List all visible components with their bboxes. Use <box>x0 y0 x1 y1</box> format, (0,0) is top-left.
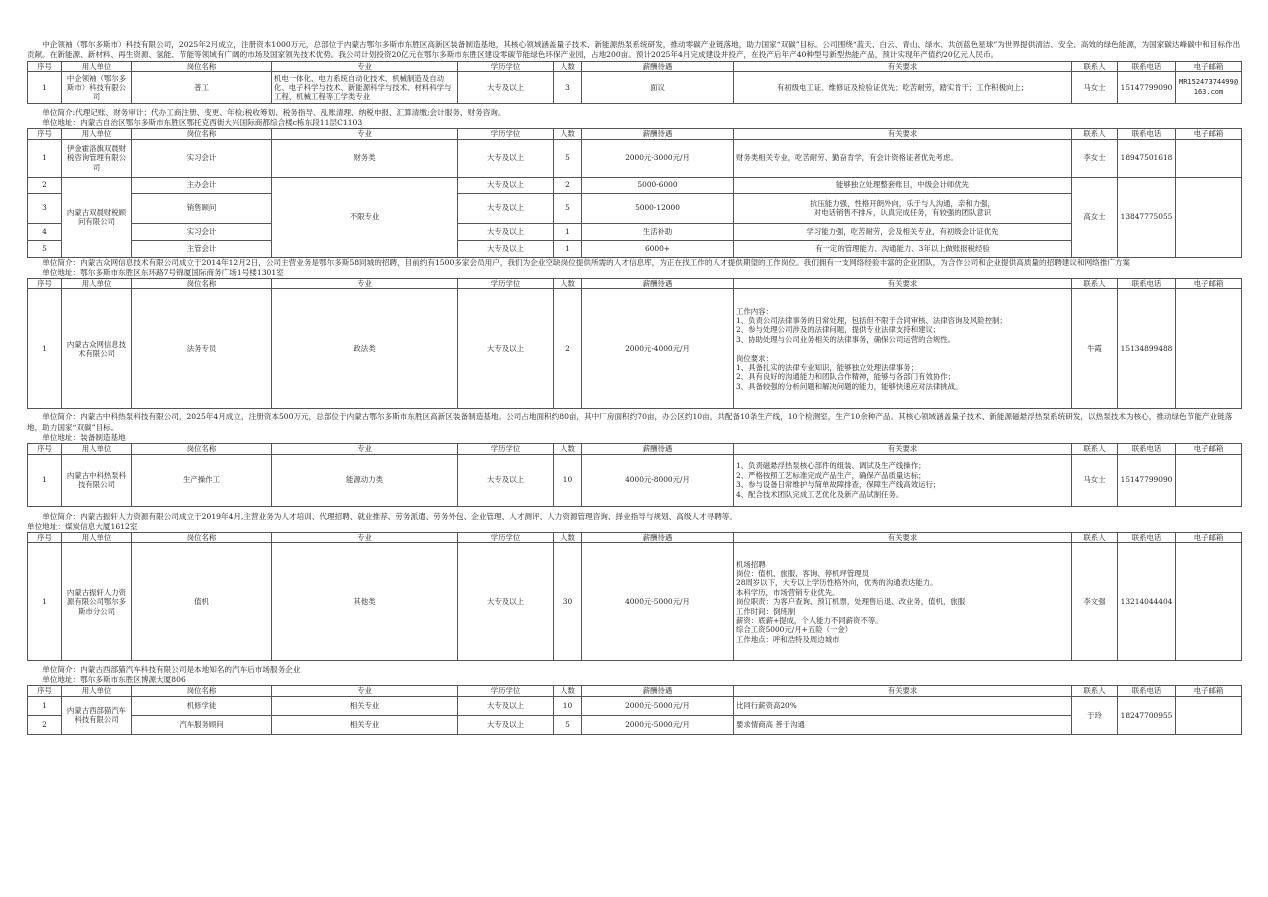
company-intro: 单位简介：内蒙古中科热泵科技有限公司，2025年4月成立，注册资本500万元，总部位于内蒙古鄂尔多斯市东胜区高新区装备制造基地。公司占地面积约80亩，其中厂房面积约70亩，办公区约10亩，共配备10条生产线，10个检测室，生产10余种产品。其核心领域涵盖量子技术、新能源磁悬浮热泵系统研发，以热泵技术为核心，推动绿色节能产业链落地，助力国家“双碳”目标。 <box>27 412 1233 432</box>
header-cell: 用人单位 <box>62 444 132 454</box>
headcount: 5 <box>554 715 582 734</box>
header-cell: 联系人 <box>1072 533 1118 543</box>
job-table <box>27 532 1242 661</box>
post-name: 值机 <box>132 543 272 661</box>
employer: 内蒙古振轩人力资源有限公司鄂尔多斯市分公司 <box>62 543 132 661</box>
header-cell: 有关要求 <box>734 61 1072 71</box>
requirements: 有初级电工证、维修证及检验证优先；吃苦耐劳，踏实肯干；工作积极向上； <box>734 72 1072 104</box>
row-number: 2 <box>28 715 62 734</box>
table-row <box>28 715 1242 734</box>
education: 大专及以上 <box>458 696 554 715</box>
salary: 生活补助 <box>582 223 734 240</box>
headcount: 30 <box>554 543 582 661</box>
table-header <box>28 686 1242 696</box>
headcount: 1 <box>554 240 582 257</box>
row-number: 1 <box>28 454 62 506</box>
header-cell: 有关要求 <box>734 686 1072 696</box>
salary: 2000元-5000元/月 <box>582 696 734 715</box>
header-cell: 联系人 <box>1072 61 1118 71</box>
header-cell: 专业 <box>272 533 458 543</box>
header-cell: 序号 <box>28 533 62 543</box>
header-cell: 有关要求 <box>734 444 1072 454</box>
requirements: 财务类相关专业，吃苦耐劳、勤奋肯学，有会计资格证者优先考虑。 <box>734 139 1072 177</box>
contact-phone: 13847775055 <box>1118 177 1176 257</box>
table-row <box>28 454 1242 506</box>
header-cell: 学历学位 <box>458 686 554 696</box>
requirements: 1、负责磁悬浮热泵核心部件的组装、调试及生产线操作； 2、严格按照工艺标准完成产品生产，确保产品质量达标； 3、参与设备日常维护与简单故障排查，保障生产线高效运行； 4、配合技术团队完成工艺优化及新产品试制任务。 <box>734 454 1072 506</box>
table-row <box>28 240 1242 257</box>
employer: 内蒙古双晨财税顾问有限公司 <box>62 177 132 257</box>
header-cell: 岗位名称 <box>132 686 272 696</box>
table-row <box>28 177 1242 193</box>
major: 相关专业 <box>272 715 458 734</box>
employer: 内蒙古西部猫汽车科技有限公司 <box>62 696 132 734</box>
major: 财务类 <box>272 139 458 177</box>
contact-person: 于玲 <box>1072 696 1118 734</box>
contact-person: 李文强 <box>1072 543 1118 661</box>
education: 大专及以上 <box>458 240 554 257</box>
table-header <box>28 61 1242 71</box>
table-row <box>28 289 1242 409</box>
salary: 2000元-3000元/月 <box>582 139 734 177</box>
education: 大专及以上 <box>458 454 554 506</box>
company-intro: 单位简介：内蒙古振轩人力资源有限公司成立于2019年4月,主营业务为人才培训、代理招聘、就业推荐、劳务派遣、劳务外包、企业管理、人才测评、人力资源管理咨询、择业指导与规划、高级人才寻聘等。 <box>42 511 737 521</box>
post-name: 销售顾问 <box>132 193 272 223</box>
row-number: 2 <box>28 177 62 193</box>
company-intro: 单位简介：内蒙古众网信息技术有限公司成立于2014年12月2日，公司主营业务是鄂尔多斯58同城的招聘，目前约有1500多家会员用户，我们为企业空缺岗位提供所需的人才信息库，为正在找工作的人才提供期望的工作岗位。我们拥有一支网络经验丰富的企业团队，为合作公司和企业提供高质量的招聘建议和网络推广方案 <box>42 257 1131 267</box>
major: 机电一体化、电力系统自动化技术、机械制造及自动化、电子科学与技术、新能源科学与技术、材料科学与工程、机械工程等工学类专业 <box>272 72 458 104</box>
headcount: 2 <box>554 289 582 409</box>
email <box>1176 289 1242 409</box>
table-row <box>28 72 1242 104</box>
row-number: 1 <box>28 289 62 409</box>
headcount: 2 <box>554 177 582 193</box>
job-table <box>27 685 1242 734</box>
header-cell: 学历学位 <box>458 444 554 454</box>
header-cell: 人数 <box>554 61 582 71</box>
major: 能源动力类 <box>272 454 458 506</box>
header-cell: 专业 <box>272 686 458 696</box>
education: 大专及以上 <box>458 289 554 409</box>
salary: 5000-6000 <box>582 177 734 193</box>
company-intro: 单位简介：内蒙古西部猫汽车科技有限公司是本地知名的汽车后市场服务企业 <box>42 665 301 675</box>
education: 大专及以上 <box>458 715 554 734</box>
post-name: 主管会计 <box>132 240 272 257</box>
job-table <box>27 61 1242 104</box>
header-cell: 有关要求 <box>734 279 1072 289</box>
header-cell: 电子邮箱 <box>1176 279 1242 289</box>
row-number: 1 <box>28 139 62 177</box>
email <box>1176 543 1242 661</box>
headcount: 10 <box>554 454 582 506</box>
header-cell: 电子邮箱 <box>1176 686 1242 696</box>
header-cell: 薪酬待遇 <box>582 129 734 139</box>
header-cell: 电子邮箱 <box>1176 129 1242 139</box>
post-name: 生产操作工 <box>132 454 272 506</box>
header-cell: 有关要求 <box>734 533 1072 543</box>
header-cell: 联系电话 <box>1118 686 1176 696</box>
header-cell: 电子邮箱 <box>1176 444 1242 454</box>
post-name: 普工 <box>132 72 272 104</box>
table-row <box>28 543 1242 661</box>
post-name: 主办会计 <box>132 177 272 193</box>
header-cell: 用人单位 <box>62 61 132 71</box>
employer: 内蒙古中科热泵科技有限公司 <box>62 454 132 506</box>
header-cell: 用人单位 <box>62 279 132 289</box>
table-row <box>28 223 1242 240</box>
headcount: 3 <box>554 72 582 104</box>
employer: 中企领袖（鄂尔多斯市）科技有限公司 <box>62 72 132 104</box>
contact-person: 马女士 <box>1072 72 1118 104</box>
header-cell: 学历学位 <box>458 61 554 71</box>
post-name: 汽车服务顾问 <box>132 715 272 734</box>
contact-person: 李女士 <box>1072 139 1118 177</box>
row-number: 1 <box>28 72 62 104</box>
salary: 4000元-5000元/月 <box>582 543 734 661</box>
education: 大专及以上 <box>458 193 554 223</box>
requirements: 有一定的管理能力、沟通能力、3年以上做账报税经验 <box>734 240 1072 257</box>
company-intro: 单位简介:代理记账、财务审计；代办工商注册、变更、年检;税收筹划、税务指导、乱账清理、纳税申报、汇算清缴;会计服务、财务咨询。 <box>42 108 506 118</box>
header-cell: 岗位名称 <box>132 279 272 289</box>
education: 大专及以上 <box>458 139 554 177</box>
email <box>1176 454 1242 506</box>
requirements: 抗压能力强，性格开朗外向，乐于与人沟通，亲和力强， 对电话销售不排斥，认真完成任务，有较强的团队意识 <box>734 193 1072 223</box>
education: 大专及以上 <box>458 72 554 104</box>
header-cell: 学历学位 <box>458 129 554 139</box>
contact-person: 牛霞 <box>1072 289 1118 409</box>
contact-person: 马女士 <box>1072 454 1118 506</box>
contact-phone: 18247700955 <box>1118 696 1176 734</box>
headcount: 5 <box>554 139 582 177</box>
header-cell: 联系人 <box>1072 444 1118 454</box>
major: 其他类 <box>272 543 458 661</box>
table-row <box>28 193 1242 223</box>
header-cell: 序号 <box>28 279 62 289</box>
contact-phone: 15147799090 <box>1118 454 1176 506</box>
salary: 面议 <box>582 72 734 104</box>
row-number: 4 <box>28 223 62 240</box>
header-cell: 联系人 <box>1072 129 1118 139</box>
header-cell: 岗位名称 <box>132 533 272 543</box>
headcount: 1 <box>554 223 582 240</box>
header-cell: 人数 <box>554 444 582 454</box>
salary: 6000+ <box>582 240 734 257</box>
header-cell: 电子邮箱 <box>1176 533 1242 543</box>
job-listing-page <box>27 40 1241 735</box>
headcount: 5 <box>554 193 582 223</box>
employer: 伊金霍洛旗双晨财税咨询管理有限公司 <box>62 139 132 177</box>
salary: 2000元-5000元/月 <box>582 715 734 734</box>
header-cell: 人数 <box>554 533 582 543</box>
header-cell: 薪酬待遇 <box>582 533 734 543</box>
header-cell: 联系电话 <box>1118 533 1176 543</box>
job-table <box>27 278 1242 409</box>
requirements: 工作内容： 1、负责公司法律事务的日常处理，包括但不限于合同审核、法律咨询及风险控制； 2、参与处理公司涉及的法律问题，提供专业法律支持和建议； 3、协助处理与公司业务相关的法律事务，确保公司运营的合规性。 岗位要求： 1、具备扎实的法律专业知识，能够独立处理法律事务； 2、具有良好的沟通能力和团队合作精神，能够与各部门有效协作； 3、具备较强的分析问题和解决问题的能力，能够快速应对法律挑战。 <box>734 289 1072 409</box>
post-name: 机修学徒 <box>132 696 272 715</box>
header-cell: 岗位名称 <box>132 444 272 454</box>
table-header <box>28 279 1242 289</box>
requirements: 机场招聘 岗位：值机、旅服、客询、停机坪管理员 28周岁以下，大专以上学历性格外向，优秀的沟通表达能力。 本科学历，市场营销专业优先。 岗位职责：为客户查询、预订机票，处理售后退、改业务，值机，旅服 工作时间：倒班制 薪资：底薪+提成，个人能力不同薪资不等。 综合工资5000元/月+五险（一金） 工作地点：呼和浩特及周边城市 <box>734 543 1072 661</box>
job-table <box>27 128 1242 257</box>
email <box>1176 696 1242 734</box>
company-address: 单位地址：内蒙古自治区鄂尔多斯市东胜区鄂托克西街大兴国际商都综合楼c栋东段11层C1103 <box>42 118 363 128</box>
company-address: 单位地址：装备制造基地 <box>42 433 126 443</box>
contact-phone: 13214044404 <box>1118 543 1176 661</box>
salary: 2000元-4000元/月 <box>582 289 734 409</box>
header-cell: 专业 <box>272 279 458 289</box>
headcount: 10 <box>554 696 582 715</box>
header-cell: 岗位名称 <box>132 61 272 71</box>
company-intro: 中企领袖（鄂尔多斯市）科技有限公司，2025年2月成立，注册资本1000万元，总部位于内蒙古鄂尔多斯市东胜区高新区装备制造基地，其核心领域涵盖量子技术、新能源热泵系统研发，推动零碳产业链落地，助力国家“双碳”目标。公司围绕“蓝天、白云、青山、绿水、共创蓝色星球”为世界提供清洁、安全、高效的绿色能源，为国家碳达峰碳中和目标作出贡献。在新能源、新材料、再生资源、氢能、节能等领域有广阔的市场及国家领先技术优势。我公司计划投资20亿元在鄂尔多斯市东胜区建设零碳节能绿色环保产业园，占地200亩。预计2025年4月完成建设并投产，在投产后年产40种型号新型热能产品，预计实现年产值约20亿元人民币。 <box>27 40 1241 60</box>
email[interactable]: MR15247374499@163.com <box>1176 72 1242 104</box>
header-cell: 序号 <box>28 444 62 454</box>
header-cell: 人数 <box>554 279 582 289</box>
header-cell: 电子邮箱 <box>1176 61 1242 71</box>
requirements: 能够独立处理整套账目，中级会计师优先 <box>734 177 1072 193</box>
header-cell: 岗位名称 <box>132 129 272 139</box>
header-cell: 学历学位 <box>458 533 554 543</box>
requirements: 比同行薪资高20% <box>734 696 1072 715</box>
header-cell: 薪酬待遇 <box>582 61 734 71</box>
table-row <box>28 696 1242 715</box>
row-number: 1 <box>28 543 62 661</box>
education: 大专及以上 <box>458 223 554 240</box>
education: 大专及以上 <box>458 543 554 661</box>
contact-phone: 15147799090 <box>1118 72 1176 104</box>
major: 政法类 <box>272 289 458 409</box>
header-cell: 用人单位 <box>62 533 132 543</box>
header-cell: 人数 <box>554 129 582 139</box>
table-header <box>28 533 1242 543</box>
education: 大专及以上 <box>458 177 554 193</box>
row-number: 5 <box>28 240 62 257</box>
salary: 4000元-8000元/月 <box>582 454 734 506</box>
row-number: 1 <box>28 696 62 715</box>
table-header <box>28 444 1242 454</box>
table-header <box>28 129 1242 139</box>
contact-phone: 18947501618 <box>1118 139 1176 177</box>
header-cell: 序号 <box>28 686 62 696</box>
header-cell: 联系人 <box>1072 279 1118 289</box>
contact-person: 高女士 <box>1072 177 1118 257</box>
requirements: 学习能力强，吃苦耐劳，会及相关专业，有初级会计证优先 <box>734 223 1072 240</box>
major: 不限专业 <box>272 177 458 257</box>
company-address: 单位地址：鄂尔多斯市东胜区东环路7号锦厦国际商务广场1号楼1301室 <box>42 268 284 278</box>
salary: 5000-12000 <box>582 193 734 223</box>
table-row <box>28 139 1242 177</box>
row-number: 3 <box>28 193 62 223</box>
email <box>1176 177 1242 257</box>
header-cell: 联系电话 <box>1118 444 1176 454</box>
major: 相关专业 <box>272 696 458 715</box>
header-cell: 序号 <box>28 61 62 71</box>
header-cell: 序号 <box>28 129 62 139</box>
header-cell: 学历学位 <box>458 279 554 289</box>
header-cell: 薪酬待遇 <box>582 686 734 696</box>
header-cell: 联系人 <box>1072 686 1118 696</box>
post-name: 实习会计 <box>132 223 272 240</box>
header-cell: 专业 <box>272 129 458 139</box>
header-cell: 专业 <box>272 61 458 71</box>
header-cell: 联系电话 <box>1118 129 1176 139</box>
header-cell: 薪酬待遇 <box>582 279 734 289</box>
header-cell: 人数 <box>554 686 582 696</box>
requirements: 要求情商高 善于沟通 <box>734 715 1072 734</box>
employer: 内蒙古众网信息技术有限公司 <box>62 289 132 409</box>
company-address: 单位地址：煤炭信息大厦1612室 <box>27 522 138 532</box>
header-cell: 用人单位 <box>62 686 132 696</box>
contact-phone: 15134899488 <box>1118 289 1176 409</box>
header-cell: 有关要求 <box>734 129 1072 139</box>
email <box>1176 139 1242 177</box>
job-table <box>27 443 1242 506</box>
header-cell: 薪酬待遇 <box>582 444 734 454</box>
header-cell: 联系电话 <box>1118 279 1176 289</box>
header-cell: 用人单位 <box>62 129 132 139</box>
post-name: 法务专员 <box>132 289 272 409</box>
header-cell: 专业 <box>272 444 458 454</box>
header-cell: 联系电话 <box>1118 61 1176 71</box>
company-address: 单位地址：鄂尔多斯市东胜区博源大厦806 <box>42 675 186 685</box>
post-name: 实习会计 <box>132 139 272 177</box>
